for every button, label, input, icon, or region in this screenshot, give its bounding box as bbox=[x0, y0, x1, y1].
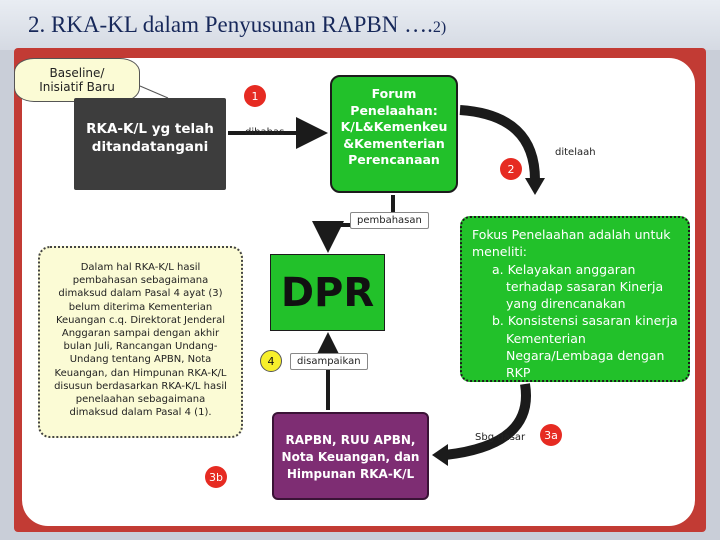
forum-line: K/L&Kemenkeu bbox=[340, 119, 448, 134]
focus-intro1: Fokus Penelaahan adalah untuk bbox=[472, 227, 671, 242]
label-ditelaah: ditelaah bbox=[555, 147, 596, 158]
forum-line: &Kementerian bbox=[343, 135, 445, 151]
baseline-line1: Baseline/ bbox=[49, 65, 105, 80]
arrow-sbg-dasar bbox=[445, 384, 526, 455]
label-sbg-dasar: Sbg dasar bbox=[475, 432, 526, 443]
rapbn-line3: Himpunan RKA-K/L bbox=[286, 466, 415, 481]
step-3b-badge: 3b bbox=[205, 466, 227, 488]
label-disampaikan: disampaikan bbox=[290, 353, 368, 370]
dpr-label: DPR bbox=[280, 269, 375, 316]
forum-line: Penelaahan: bbox=[350, 102, 438, 118]
step-1-badge: 1 bbox=[244, 85, 266, 107]
rapbn-box bbox=[272, 412, 429, 500]
dpr-box bbox=[270, 254, 385, 331]
rkakl-signed-box bbox=[74, 98, 226, 190]
label-dibahas: dibahas bbox=[245, 127, 285, 138]
focus-item-a: a. Kelayakan anggaran terhadap sasaran Kinerja yang direncanakan bbox=[492, 261, 664, 311]
baseline-connector bbox=[140, 86, 168, 98]
focus-item-b: b. Konsistensi sasaran kinerja Kementerian Negara/Lembaga dengan RKP bbox=[492, 313, 678, 380]
forum-line: Forum bbox=[371, 86, 417, 101]
note-box bbox=[38, 246, 243, 438]
baseline-line2: Inisiatif Baru bbox=[39, 80, 115, 94]
slide-title-text: 2. RKA-KL dalam Penyusunan RAPBN …. bbox=[28, 12, 433, 37]
rapbn-line1: RAPBN, RUU APBN, bbox=[285, 433, 416, 447]
step-3a-badge: 3a bbox=[540, 424, 562, 446]
step-4-badge: 4 bbox=[260, 350, 282, 372]
arrow-ditelaah bbox=[460, 110, 535, 180]
rkakl-line2: ditandatangani bbox=[91, 139, 209, 156]
slide-title-suffix: 2) bbox=[432, 19, 447, 36]
arrow-sbg-dasar-head bbox=[432, 444, 448, 466]
forum-line: Perencanaan bbox=[348, 152, 440, 167]
arrow-ditelaah-head bbox=[525, 178, 545, 195]
rkakl-line1: RKA-K/L yg telah bbox=[86, 121, 214, 137]
note-text: Dalam hal RKA-K/L hasil pembahasan sebagaimana dimaksud dalam Pasal 4 ayat (3) belum diterima Kementerian Keuangan c.q. Direktorat Jenderal Anggaran sampai dengan akhir bulan Juli, Rancangan Undang-Undang tentang APBN, Nota Keuangan, dan Himpunan RKA-K/L disusun berdasarkan RKA-K/L hasil penelaahan sebagaimana dimaksud dalam Pasal 4 (1). bbox=[54, 262, 227, 419]
step-2-badge: 2 bbox=[500, 158, 522, 180]
rapbn-line2: Nota Keuangan, dan bbox=[281, 449, 420, 464]
baseline-callout bbox=[14, 58, 140, 102]
forum-penelaahan-box bbox=[330, 75, 458, 193]
focus-box bbox=[460, 216, 690, 382]
label-pembahasan: pembahasan bbox=[350, 212, 429, 229]
focus-intro2: meneliti: bbox=[472, 244, 528, 260]
